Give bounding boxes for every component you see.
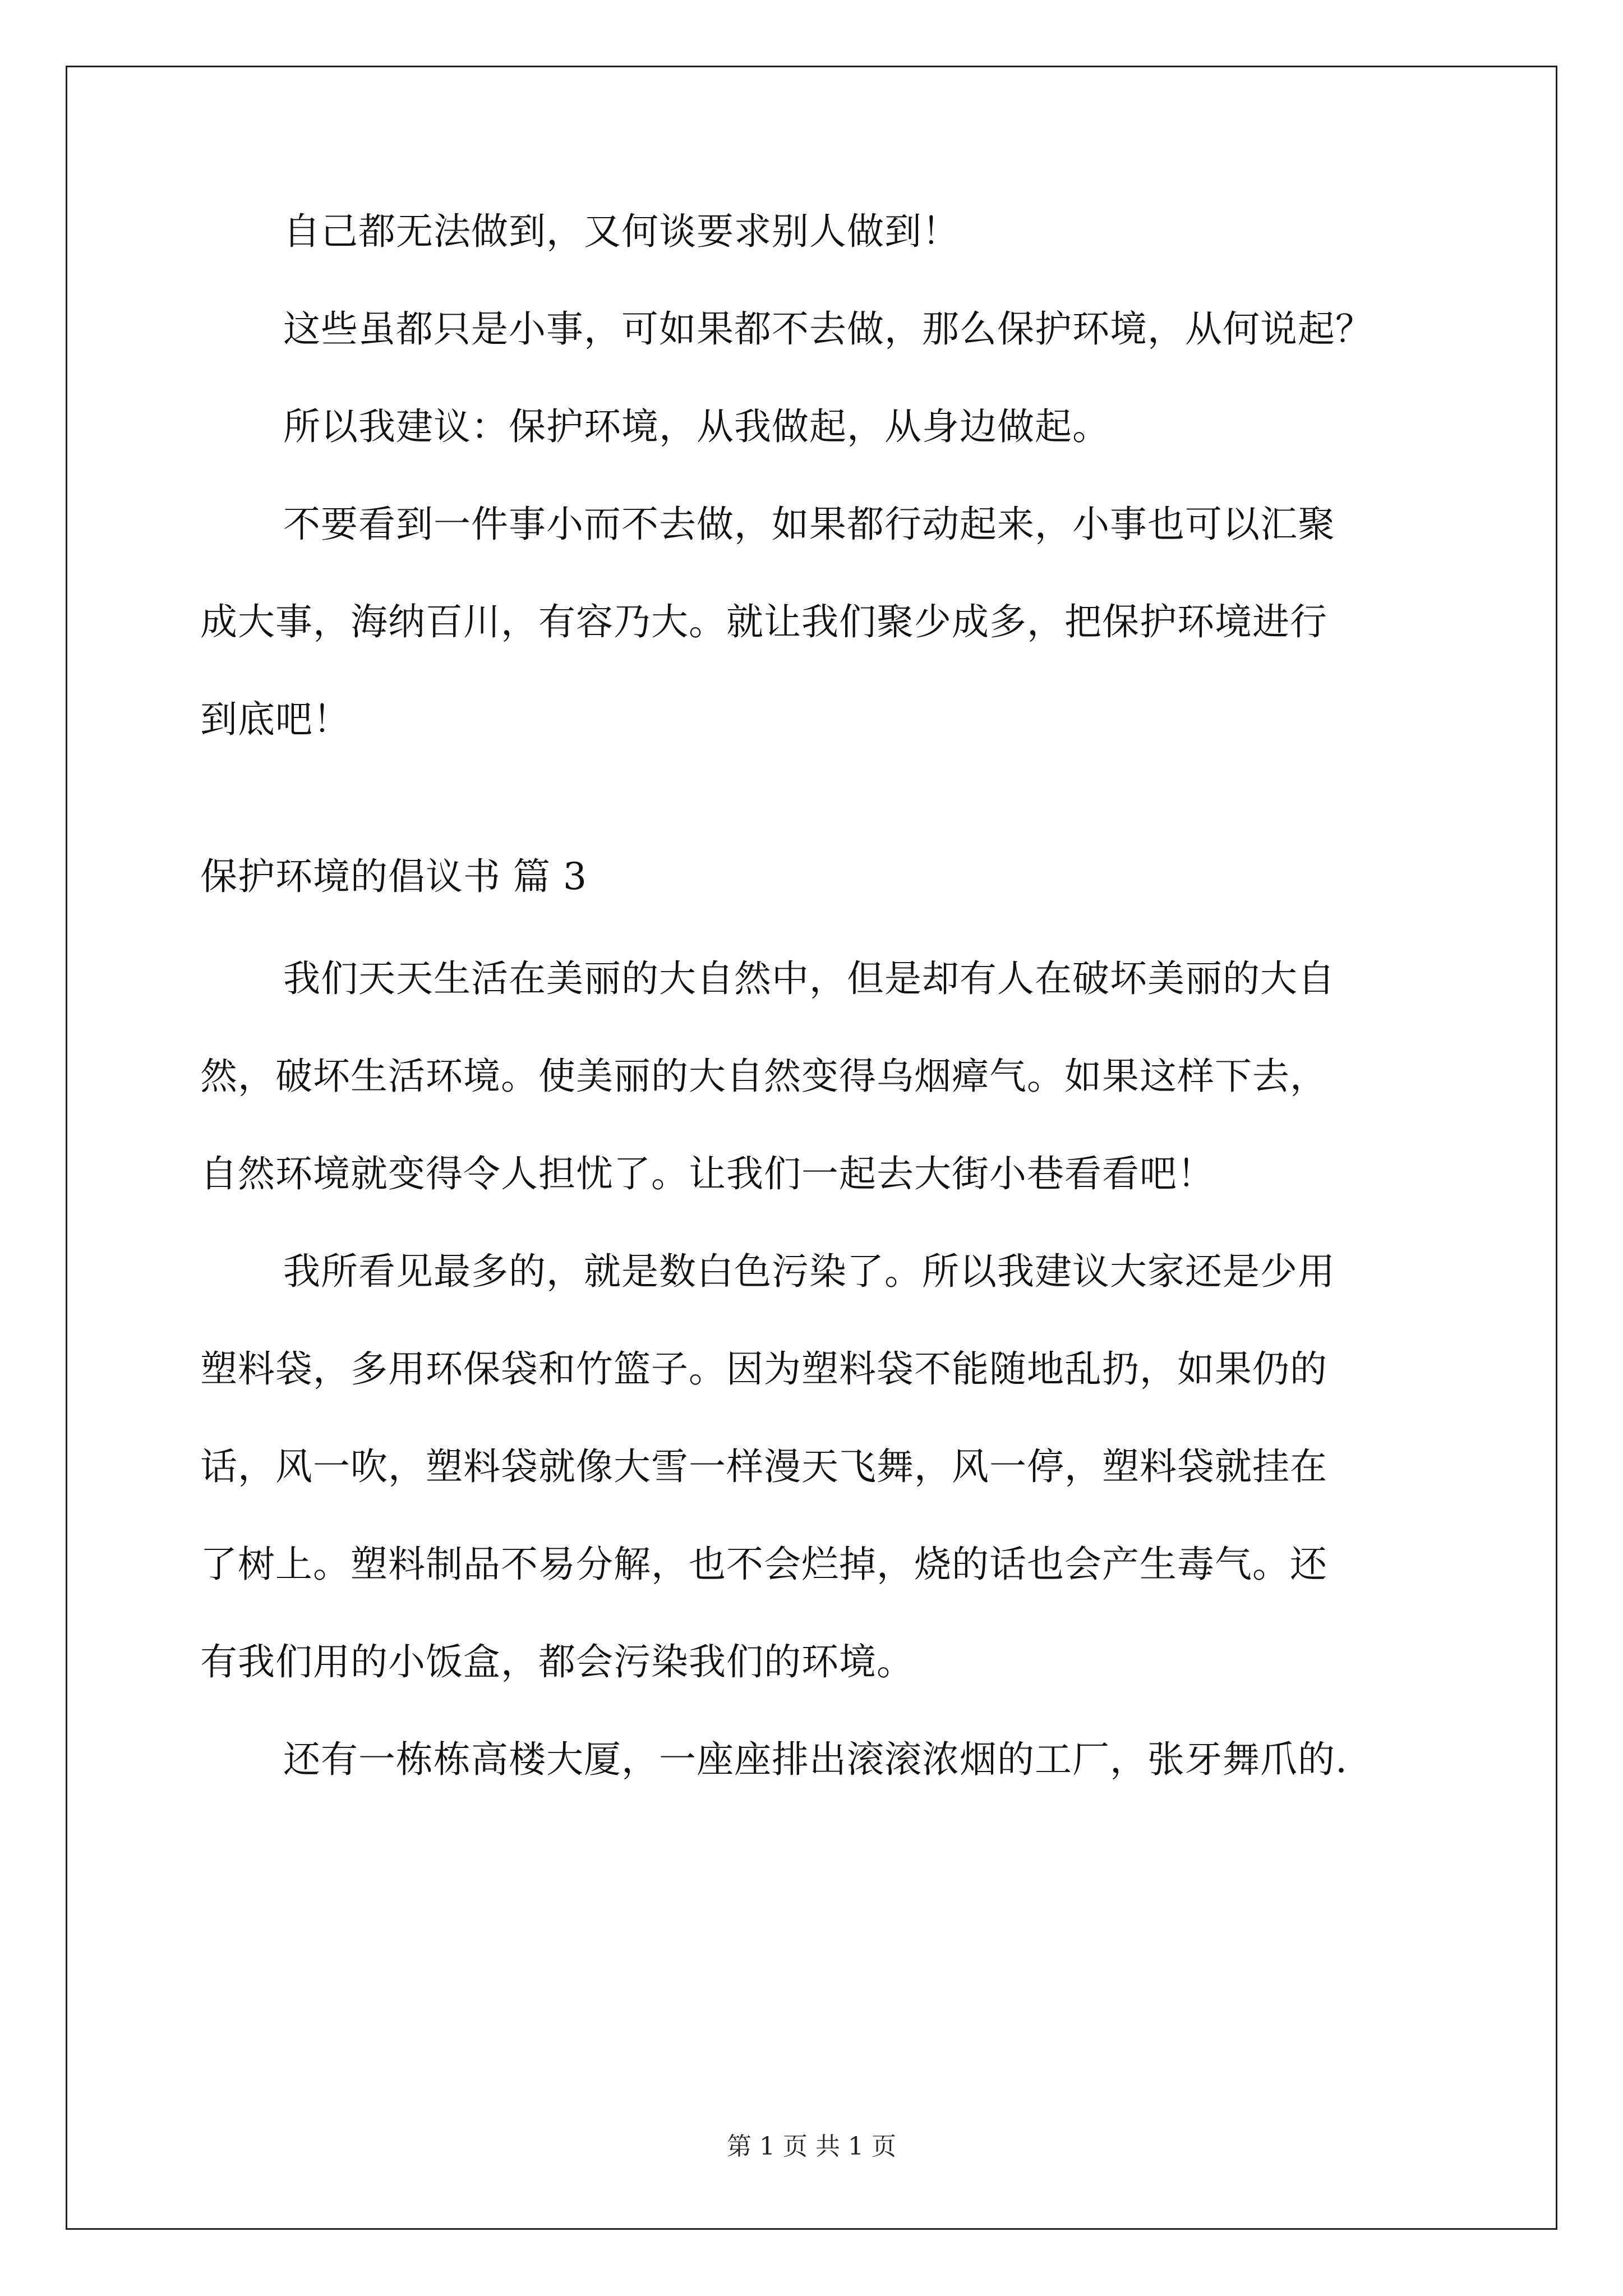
paragraph-line: 话，风一吹，塑料袋就像大雪一样漫天飞舞，风一停，塑料袋就挂在 [200, 1445, 1327, 1488]
paragraph-line: 还有一栋栋高楼大厦，一座座排出滚滚浓烟的工厂，张牙舞爪的. [283, 1738, 1348, 1781]
paragraph-line: 这些虽都只是小事，可如果都不去做，那么保护环境，从何说起？ [283, 307, 1373, 351]
paragraph-line: 不要看到一件事小而不去做，如果都行动起来，小事也可以汇聚 [283, 503, 1335, 546]
paragraph-line: 有我们用的小饭盒，都会污染我们的环境。 [200, 1640, 914, 1683]
page-footer: 第 1 页 共 1 页 [727, 2132, 896, 2161]
section-title: 保护环境的倡议书 篇 3 [200, 855, 587, 898]
paragraph-line: 到底吧！ [200, 698, 351, 741]
paragraph-line: 自然环境就变得令人担忧了。让我们一起去大街小巷看看吧！ [200, 1152, 1215, 1195]
page-border [66, 66, 1557, 2230]
paragraph-line: 然，破坏生活环境。使美丽的大自然变得乌烟瘴气。如果这样下去， [200, 1055, 1327, 1098]
paragraph-line: 成大事，海纳百川，有容乃大。就让我们聚少成多，把保护环境进行 [200, 600, 1327, 643]
paragraph-line: 自己都无法做到，又何谈要求别人做到！ [283, 210, 960, 253]
paragraph-line: 了树上。塑料制品不易分解，也不会烂掉，烧的话也会产生毒气。还 [200, 1543, 1327, 1586]
paragraph-line: 我所看见最多的，就是数白色污染了。所以我建议大家还是少用 [283, 1250, 1335, 1293]
paragraph-line: 我们天天生活在美丽的大自然中，但是却有人在破坏美丽的大自 [283, 957, 1335, 1000]
paragraph-line: 塑料袋，多用环保袋和竹篮子。因为塑料袋不能随地乱扔，如果仍的 [200, 1347, 1327, 1391]
paragraph-line: 所以我建议：保护环境，从我做起，从身边做起。 [283, 405, 1110, 448]
